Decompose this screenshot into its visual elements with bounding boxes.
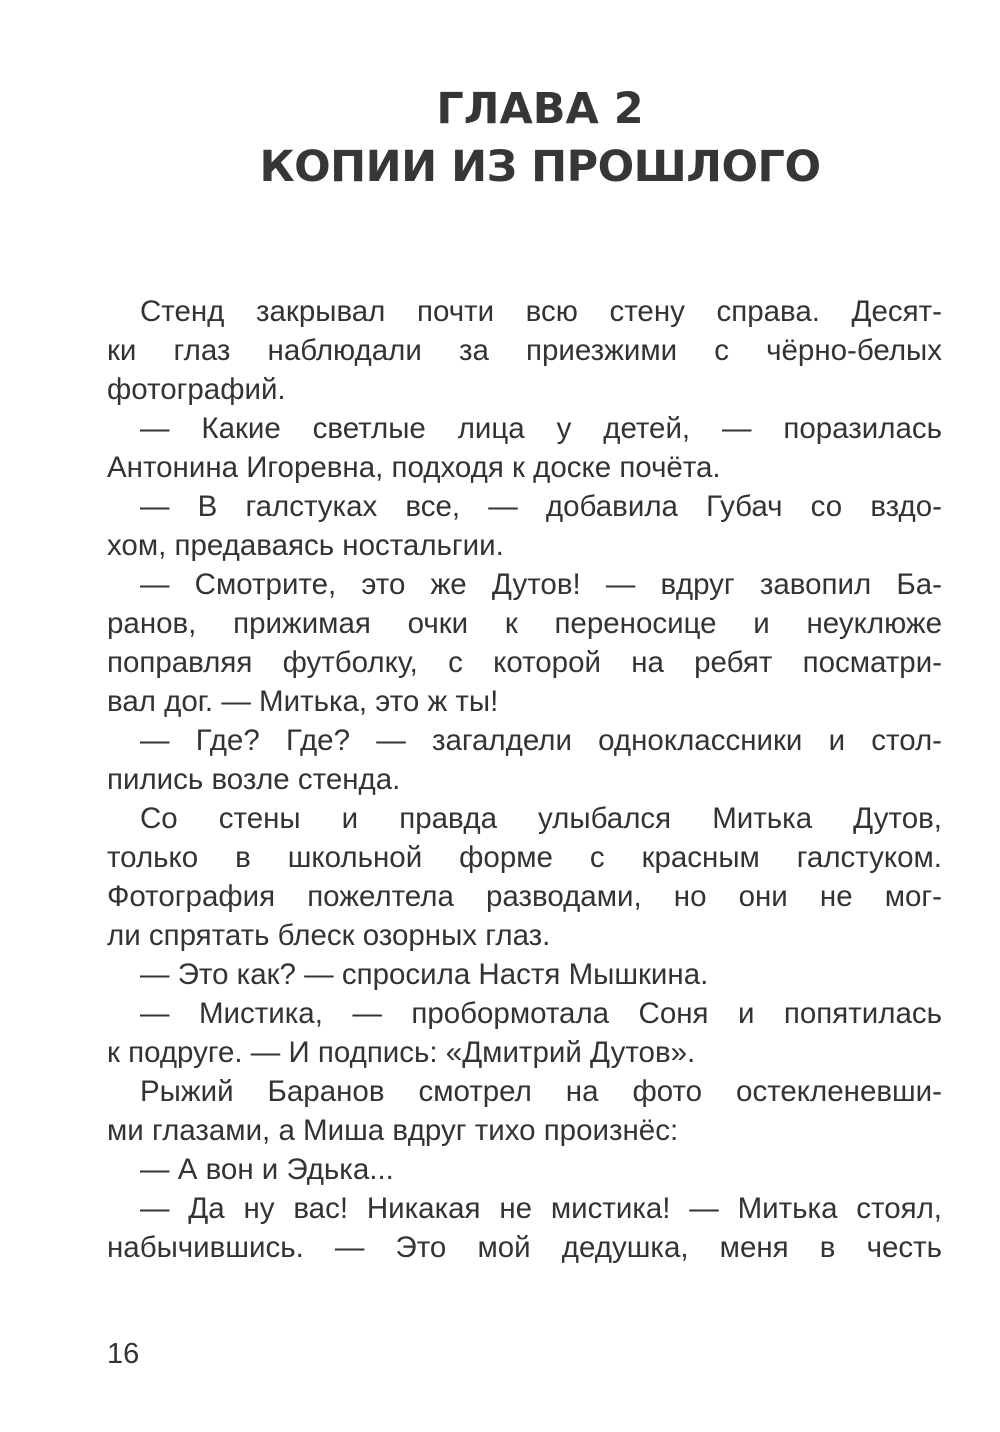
text-line: пились возле стенда.: [107, 763, 401, 796]
page-number: 16: [107, 1338, 140, 1370]
text-line: вал дог. — Митька, это ж ты!: [107, 685, 499, 718]
text-line: фотографий.: [107, 373, 286, 406]
text-line: — Какие светлые лица у детей, — поразилась: [140, 412, 942, 445]
text-line: только в школьной форме с красным галстуком.: [107, 841, 942, 874]
text-line: набычившись. — Это мой дедушка, меня в честь: [107, 1231, 942, 1264]
chapter-number: ГЛАВА 2: [436, 84, 644, 134]
chapter-title: КОПИИ ИЗ ПРОШЛОГО: [259, 142, 821, 192]
text-line: — Смотрите, это же Дутов! — вдруг завопил Ба-: [140, 568, 942, 601]
text-line: ранов, прижимая очки к переносице и неуклюже: [107, 607, 942, 640]
text-line: Стенд закрывал почти всю стену справа. Десят-: [140, 295, 942, 328]
text-line: Фотография пожелтела разводами, но они не мог-: [107, 880, 942, 913]
body-text: [107, 292, 942, 1267]
text-line: — Мистика, — пробормотала Соня и попятилась: [140, 997, 942, 1030]
text-line: ки глаз наблюдали за приезжими с чёрно-белых: [107, 334, 942, 367]
text-line: Со стены и правда улыбался Митька Дутов,: [140, 802, 942, 835]
text-line: — Где? Где? — загалдели одноклассники и стол-: [140, 724, 942, 757]
text-line: к подруге. — И подпись: «Дмитрий Дутов».: [107, 1036, 696, 1069]
text-line: — А вон и Эдька...: [140, 1153, 394, 1186]
text-line: ли спрятать блеск озорных глаз.: [107, 919, 551, 952]
text-line: ми глазами, а Миша вдруг тихо произнёс:: [107, 1114, 679, 1147]
text-line: — Да ну вас! Никакая не мистика! — Митька стоял,: [140, 1192, 942, 1225]
text-line: — В галстуках все, — добавила Губач со вздо-: [140, 490, 942, 523]
text-line: поправляя футболку, с которой на ребят посматри-: [107, 646, 942, 679]
text-line: — Это как? — спросила Настя Мышкина.: [140, 958, 709, 991]
text-line: Антонина Игоревна, подходя к доске почёта.: [107, 451, 721, 484]
text-line: Рыжий Баранов смотрел на фото остекленевши-: [140, 1075, 942, 1108]
chapter-header: [250, 80, 830, 196]
text-line: хом, предаваясь ностальгии.: [107, 529, 504, 562]
